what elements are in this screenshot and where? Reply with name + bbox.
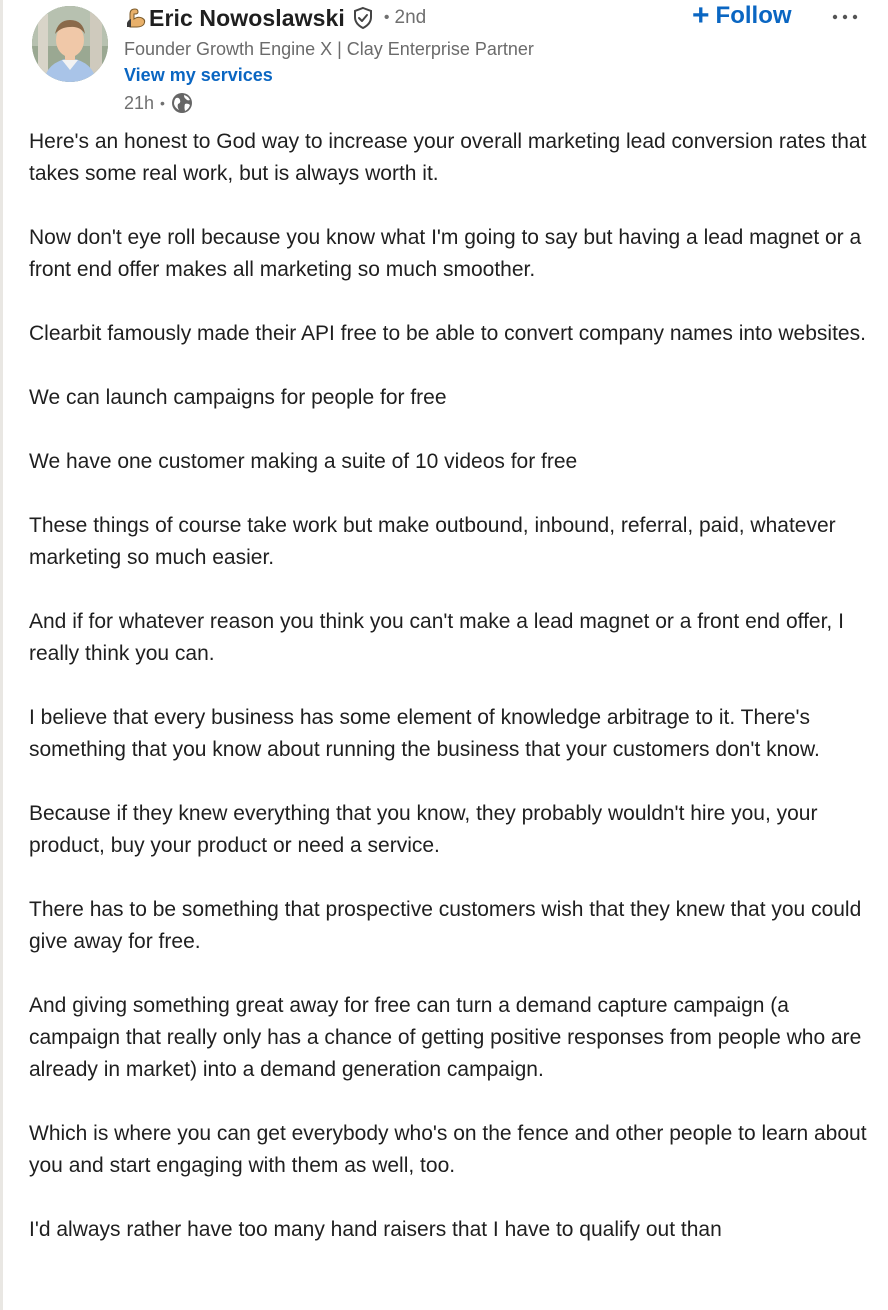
post-paragraph: And if for whatever reason you think you can't make a lead magnet or a front end offer, I really think you can. (29, 610, 844, 665)
post-paragraph: These things of course take work but make outbound, inbound, referral, paid, whatever marketing so much easier. (29, 514, 836, 569)
feed-column-border (0, 0, 3, 1310)
post-text (29, 126, 871, 1278)
follow-button[interactable] (692, 0, 792, 32)
connection-degree: 2nd (394, 7, 427, 28)
post-meta (124, 88, 684, 118)
author-avatar[interactable] (32, 6, 108, 82)
author-headline: Founder Growth Engine X | Clay Enterprise Partner (124, 39, 534, 59)
separator-dot: • (383, 9, 390, 26)
post-time: 21h (124, 92, 155, 113)
post-paragraph: I believe that every business has some element of knowledge arbitrage to it. There's something that you know about running the business that your customers don't know. (29, 706, 820, 761)
author-name-row (124, 2, 684, 34)
flexed-biceps-icon (124, 6, 148, 30)
post-paragraph: Because if they knew everything that you know, they probably wouldn't hire you, your product, buy your product or need a service. (29, 802, 818, 857)
post-paragraph: Here's an honest to God way to increase your overall marketing lead conversion rates that takes some real work, but is always worth it. (29, 130, 867, 185)
post-paragraph: We have one customer making a suite of 10 videos for free (29, 450, 578, 473)
view-services-link[interactable]: View my services (124, 65, 273, 85)
post-paragraph: Which is where you can get everybody who's on the fence and other people to learn about you and start engaging with them as well, too. (29, 1122, 867, 1177)
post-paragraph: And giving something great away for free can turn a demand capture campaign (a campaign that really only has a chance of getting positive responses from people who are already in market) into a demand generation campaign. (29, 994, 862, 1081)
post-paragraph: Now don't eye roll because you know what I'm going to say but having a lead magnet or a front end offer makes all marketing so much smoother. (29, 226, 862, 281)
post-paragraph: I'd always rather have too many hand raisers that I have to qualify out than (29, 1218, 722, 1241)
separator-dot: • (160, 95, 165, 111)
author-name[interactable]: Eric Nowoslawski (149, 4, 345, 31)
post-header (32, 0, 872, 118)
globe-icon (171, 92, 193, 114)
ellipsis-icon[interactable] (830, 2, 860, 32)
post-paragraph: We can launch campaigns for people for free (29, 386, 447, 409)
post-paragraph: Clearbit famously made their API free to be able to convert company names into websites. (29, 322, 866, 345)
author-info (124, 2, 684, 118)
post-paragraph: There has to be something that prospective customers wish that they knew that you could give away for free. (29, 898, 862, 953)
follow-label: Follow (715, 2, 792, 29)
plus-icon: + (692, 0, 710, 32)
verified-shield-icon (351, 6, 375, 30)
